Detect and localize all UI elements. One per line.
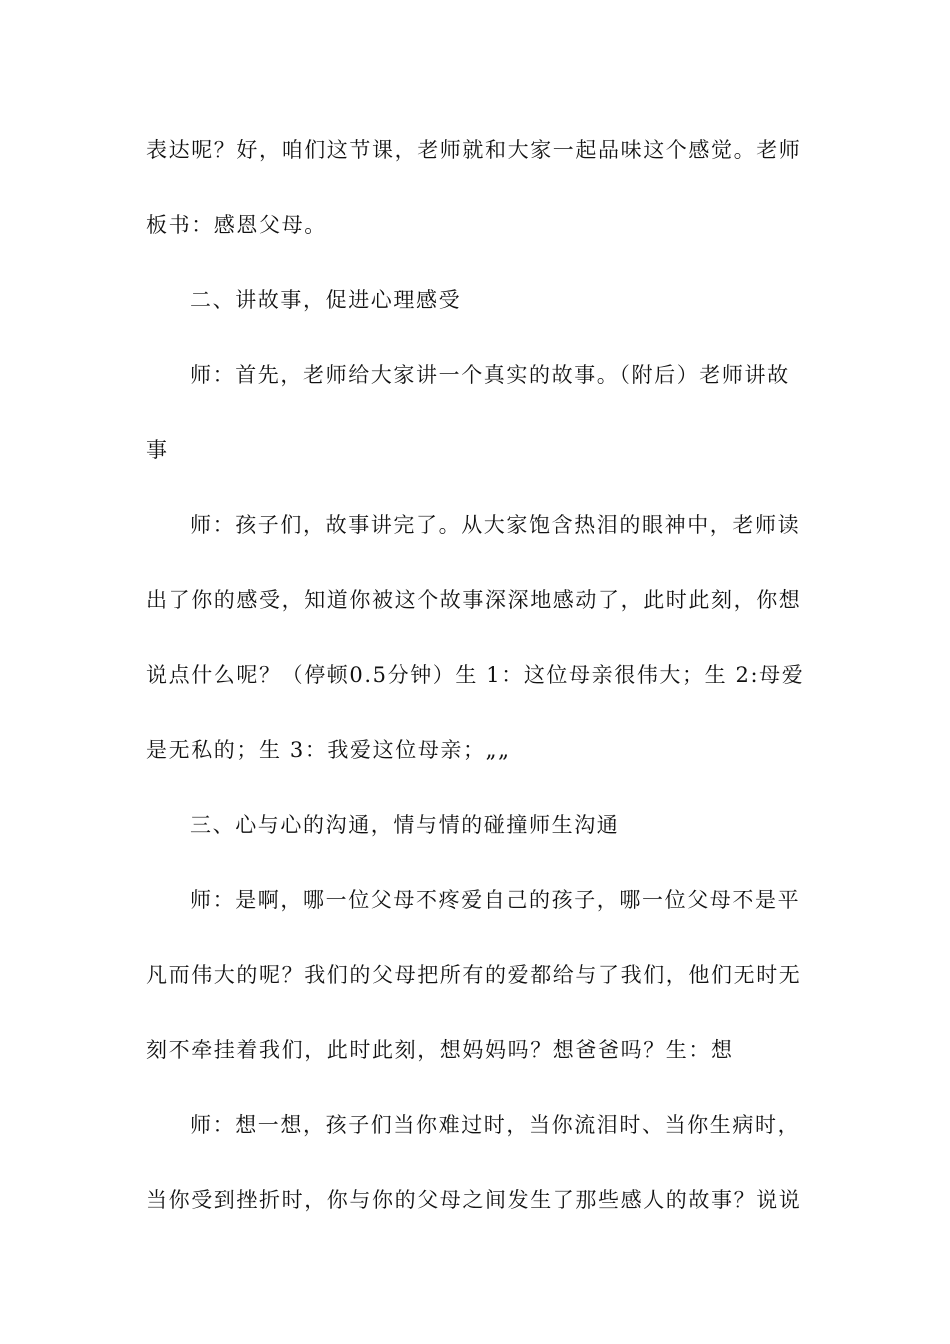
paragraph-line: 事 (146, 438, 169, 462)
paragraph-line: 师：首先，老师给大家讲一个真实的故事。（附后）老师讲故 (190, 363, 790, 387)
paragraph-line: 出了你的感受，知道你被这个故事深深地感动了，此时此刻，你想 (146, 588, 802, 612)
paragraph-line: 师：想一想，孩子们当你难过时，当你流泪时、当你生病时， (190, 1113, 801, 1137)
paragraph-line: 师：是啊，哪一位父母不疼爱自己的孩子，哪一位父母不是平 (190, 888, 801, 912)
paragraph-line: 刻不牵挂着我们，此时此刻，想妈妈吗？想爸爸吗？生：想 (146, 1038, 734, 1062)
paragraph-line: 是无私的；生 3：我爱这位母亲；„„ (146, 738, 511, 762)
paragraph-line: 说点什么呢？（停顿0.5分钟）生 1：这位母亲很伟大；生 2:母爱 (146, 663, 805, 687)
section-heading: 三、心与心的沟通，情与情的碰撞师生沟通 (190, 813, 620, 837)
paragraph-line: 当你受到挫折时，你与你的父母之间发生了那些感人的故事？说说 (146, 1188, 802, 1212)
paragraph-line: 凡而伟大的呢？我们的父母把所有的爱都给与了我们，他们无时无 (146, 963, 802, 987)
section-heading: 二、讲故事，促进心理感受 (190, 288, 462, 312)
paragraph-line: 板书：感恩父母。 (146, 213, 327, 237)
paragraph-line: 师：孩子们，故事讲完了。从大家饱含热泪的眼神中，老师读 (190, 513, 801, 537)
paragraph-line: 表达呢？好，咱们这节课，老师就和大家一起品味这个感觉。老师 (146, 138, 802, 162)
